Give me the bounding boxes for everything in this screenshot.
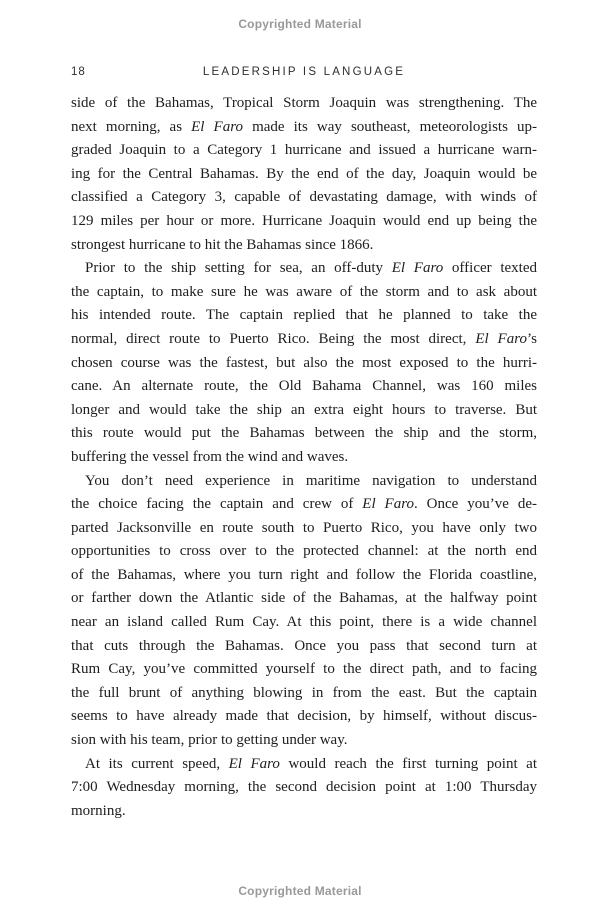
page-body <box>71 92 537 823</box>
text-line <box>71 705 537 729</box>
text-run: buffering the vessel from the wind and waves. <box>71 448 349 465</box>
text-run: opportunities to cross over to the protected channel: at the north end <box>71 543 537 560</box>
text-line <box>71 399 537 423</box>
text-run: the captain, to make sure he was aware of the storm and to ask about <box>71 283 537 300</box>
text-line <box>71 163 537 187</box>
text-run: the full brunt of anything blowing in from the east. But the captain <box>71 684 537 701</box>
text-line <box>71 611 537 635</box>
text-line <box>71 493 537 517</box>
text-run: Prior to the ship setting for sea, an off-duty <box>85 260 392 277</box>
italic-ship-name: El Faro <box>391 260 444 277</box>
text-line <box>71 281 537 305</box>
text-run: ing for the Central Bahamas. By the end of the day, Joaquin would be <box>71 165 537 182</box>
book-title-header: LEADERSHIP IS LANGUAGE <box>202 66 406 78</box>
text-run: seems to have already made that decision, by himself, without discus- <box>71 708 537 725</box>
text-run: would reach the first turning point at <box>279 755 537 772</box>
text-run: graded Joaquin to a Category 1 hurricane and issued a hurricane warn- <box>71 142 537 159</box>
text-run: You don’t need experience in maritime navigation to understand <box>85 472 537 489</box>
text-run: ’s <box>526 330 537 347</box>
text-run: parted Jacksonville en route south to Puerto Rico, you have only two <box>71 519 537 536</box>
text-line <box>71 186 537 210</box>
text-run: this route would put the Bahamas between the ship and the storm, <box>71 425 537 442</box>
text-run: cane. An alternate route, the Old Bahama Channel, was 160 miles <box>71 378 537 395</box>
text-run: the choice facing the captain and crew of <box>71 496 363 513</box>
text-run: chosen course was the fastest, but also the most exposed to the hurri- <box>71 354 537 371</box>
text-line <box>71 210 537 234</box>
text-run: At its current speed, <box>85 755 229 772</box>
text-line <box>71 635 537 659</box>
text-line <box>71 564 537 588</box>
text-line <box>71 304 537 328</box>
text-run: 7:00 Wednesday morning, the second decision point at 1:00 Thursday <box>71 779 537 796</box>
text-line <box>71 422 537 446</box>
text-run: made its way southeast, meteorologists up- <box>243 118 537 135</box>
text-line <box>71 116 537 140</box>
text-run: near an island called Rum Cay. At this point, there is a wide channel <box>71 614 537 631</box>
text-run: morning. <box>71 802 126 819</box>
italic-ship-name: El Faro <box>362 496 414 513</box>
text-line <box>71 470 537 494</box>
text-run: longer and would take the ship an extra eight hours to traverse. But <box>71 401 537 418</box>
text-line <box>71 729 537 753</box>
text-line <box>71 800 537 824</box>
text-line <box>71 257 537 281</box>
text-run: or farther down the Atlantic side of the Bahamas, at the halfway point <box>71 590 537 607</box>
text-run: Rum Cay, you’ve committed yourself to the direct path, and to facing <box>71 661 537 678</box>
text-run: his intended route. The captain replied that he planned to take the <box>71 307 537 324</box>
text-line <box>71 234 537 258</box>
text-run: side of the Bahamas, Tropical Storm Joaquin was strengthening. The <box>71 95 537 111</box>
text-run: of the Bahamas, where you turn right and follow the Florida coastline, <box>71 566 537 583</box>
text-line <box>71 776 537 800</box>
text-line <box>71 328 537 352</box>
text-line <box>71 658 537 682</box>
text-line <box>71 139 537 163</box>
text-run: next morning, as <box>71 118 192 135</box>
text-line <box>71 352 537 376</box>
page-number: 18 <box>71 66 86 78</box>
running-header <box>71 66 537 78</box>
text-run: classified a Category 3, capable of devastating damage, with winds of <box>71 189 537 206</box>
text-line <box>71 446 537 470</box>
text-run: . Once you’ve de- <box>414 496 537 513</box>
italic-ship-name: El Faro <box>475 330 527 347</box>
copyright-notice-top: Copyrighted Material <box>238 17 362 31</box>
text-line <box>71 587 537 611</box>
text-line <box>71 92 537 116</box>
text-run: sion with his team, prior to getting under way. <box>71 732 348 749</box>
text-run: strongest hurricane to hit the Bahamas since 1866. <box>71 236 374 253</box>
italic-ship-name: El Faro <box>228 755 280 772</box>
text-run: normal, direct route to Puerto Rico. Being the most direct, <box>71 330 476 347</box>
copyright-notice-bottom: Copyrighted Material <box>238 884 362 898</box>
text-run: that cuts through the Bahamas. Once you pass that second turn at <box>71 637 537 654</box>
text-run: 129 miles per hour or more. Hurricane Joaquin would end up being the <box>71 212 537 229</box>
italic-ship-name: El Faro <box>191 118 243 135</box>
text-line <box>71 375 537 399</box>
text-line <box>71 682 537 706</box>
text-line <box>71 753 537 777</box>
text-run: officer texted <box>443 260 537 277</box>
text-line <box>71 517 537 541</box>
text-line <box>71 540 537 564</box>
